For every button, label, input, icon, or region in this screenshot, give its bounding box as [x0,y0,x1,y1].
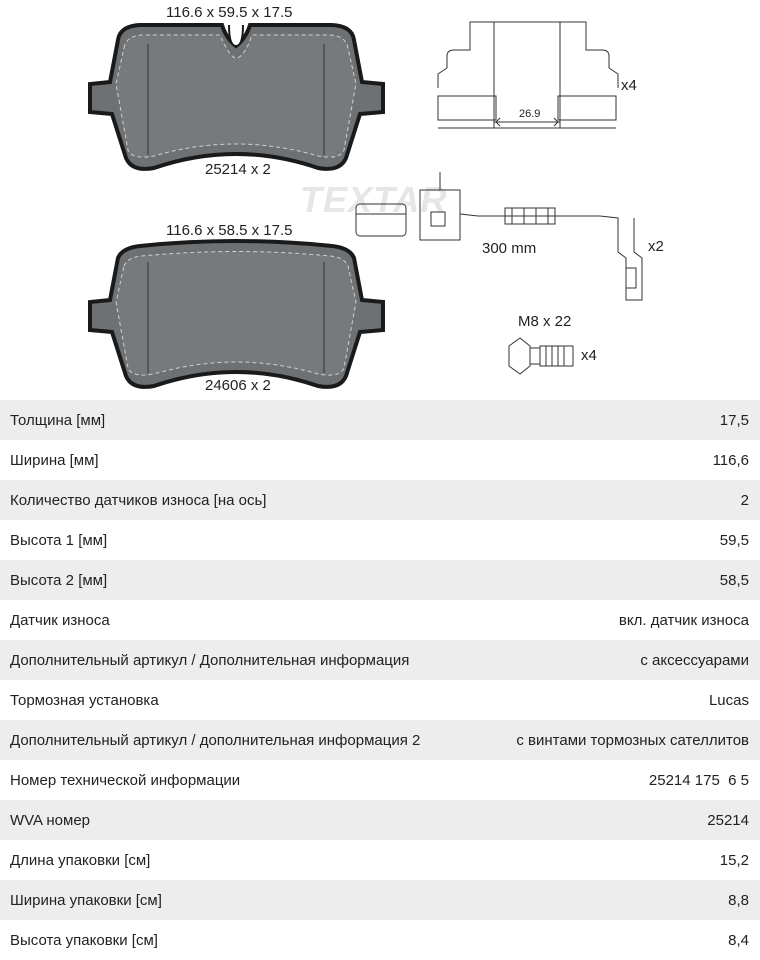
spec-label: Высота 2 [мм] [10,571,108,589]
spec-value: Lucas [708,691,749,709]
spec-label: Дополнительный артикул / Дополнительная информация [10,651,410,669]
spec-value: 116,6 [712,451,749,469]
brake-pad-drawing [0,0,760,400]
spec-value: с аксессуарами [640,651,749,669]
spec-value: 25214 [707,811,749,829]
bolt-quantity: x4 [581,347,597,364]
spec-value: 58,5 [719,571,749,589]
spec-label: Тормозная установка [10,691,159,709]
spec-label: Толщина [мм] [10,411,106,429]
pad1-dimensions: 116.6 x 59.5 x 17.5 [166,4,293,21]
spec-value: с винтами тормозных сателлитов [516,731,749,749]
watermark-text: TEXTAR [300,179,448,220]
spec-label: Высота 1 [мм] [10,531,108,549]
spec-row [0,640,760,680]
spec-value: 15,2 [719,851,749,869]
spec-value: 8,4 [728,931,749,949]
spec-row [0,560,760,600]
spec-label: Ширина упаковки [см] [10,891,162,909]
clip-quantity: x4 [621,77,637,94]
pad2-part-number: 24606 x 2 [205,377,271,394]
spec-row [0,440,760,480]
spec-value: 17,5 [719,411,749,429]
sensor-length: 300 mm [482,240,537,257]
spec-row [0,600,760,640]
spec-label: Ширина [мм] [10,451,99,469]
spec-row [0,480,760,520]
spec-value: вкл. датчик износа [618,611,749,629]
sensor-quantity: x2 [648,238,664,255]
spec-value: 25214 175 6 5 [648,771,749,789]
spec-label: Длина упаковки [см] [10,851,151,869]
bolt-size: M8 x 22 [518,313,572,330]
product-diagram [0,0,760,400]
clip-width: 26.9 [519,108,541,120]
spec-row [0,680,760,720]
spec-label: Высота упаковки [см] [10,931,158,949]
spec-value: 8,8 [728,891,749,909]
spec-label: Количество датчиков износа [на ось] [10,491,267,509]
spec-label: WVA номер [10,811,91,829]
specifications-table [0,400,760,960]
spec-label: Номер технической информации [10,771,241,789]
spec-row [0,920,760,960]
brake-pad-2 [90,241,383,387]
spec-value: 59,5 [719,531,749,549]
spec-label: Дополнительный артикул / дополнительная информация 2 [10,731,421,749]
spec-row [0,760,760,800]
spec-row [0,840,760,880]
pad1-part-number: 25214 x 2 [205,161,271,178]
brake-pad-1 [90,25,383,169]
spec-row [0,800,760,840]
spec-row [0,400,760,440]
spec-value: 2 [740,491,749,509]
spec-row [0,520,760,560]
pad2-dimensions: 116.6 x 58.5 x 17.5 [166,222,293,239]
spec-row [0,880,760,920]
bolt-drawing [509,338,573,374]
spec-row [0,720,760,760]
spec-label: Датчик износа [10,611,110,629]
